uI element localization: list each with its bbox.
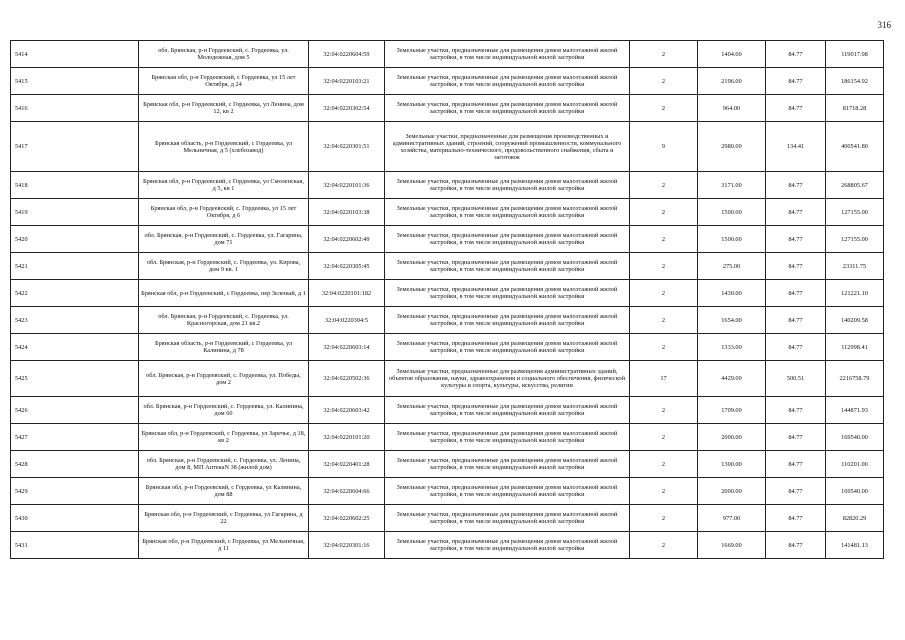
row-number: 5427 [11, 424, 139, 451]
cadastral-number-cell: 32:04:0220502:36 [309, 361, 385, 397]
area-cell: 2196.00 [698, 68, 766, 95]
address-cell: Брянская обл, р-н Гордеевский, с Гордеевка, ул Ленина, дом 12, кв 2 [139, 95, 309, 122]
address-cell: обл. Брянская, р-н Гордеевский, с. Гордеевка, ул. Молодежная, дом 5 [139, 41, 309, 68]
row-number: 5421 [11, 253, 139, 280]
cadastral-number-cell: 32:04:0220603:14 [309, 334, 385, 361]
cadastral-number-cell: 32:04:0220401:28 [309, 451, 385, 478]
specific-value-cell: 84.77 [766, 505, 826, 532]
permitted-use-cell: Земельные участки, предназначенные для размещения домов малоэтажной жилой застройки, в том числе индивидуальной жилой застройки [385, 280, 630, 307]
cadastral-value-cell: 169540.00 [826, 424, 884, 451]
row-number: 5431 [11, 532, 139, 559]
permitted-use-cell: Земельные участки, предназначенные для размещения производственных и административных зданий, строений, сооружений промышленности, коммунального хозяйства, материально-технического, продовольственного снабжения, сбыта и заготовок [385, 122, 630, 172]
address-cell: обл. Брянская, р-н Гордеевский, с. Гордеевка, ул. Кирова, дом 9 кв. 1 [139, 253, 309, 280]
address-cell: Брянская обл, р-н Гордеевский, с Гордеевка, ул Гагарина, д 22 [139, 505, 309, 532]
area-cell: 1709.00 [698, 397, 766, 424]
cadastral-value-cell: 144871.93 [826, 397, 884, 424]
table-row [11, 505, 884, 532]
group-cell: 2 [630, 253, 698, 280]
area-cell: 3171.00 [698, 172, 766, 199]
permitted-use-cell: Земельные участки, предназначенные для размещения административных зданий, объектов образования, науки, здравоохранения и социального обеспечения, физической культуры и спорта, культуры, искусства, религии [385, 361, 630, 397]
group-cell: 2 [630, 307, 698, 334]
area-cell: 1500.00 [698, 226, 766, 253]
permitted-use-cell: Земельные участки, предназначенные для размещения домов малоэтажной жилой застройки, в том числе индивидуальной жилой застройки [385, 532, 630, 559]
group-cell: 2 [630, 424, 698, 451]
permitted-use-cell: Земельные участки, предназначенные для размещения домов малоэтажной жилой застройки, в том числе индивидуальной жилой застройки [385, 172, 630, 199]
address-cell: обл. Брянская, р-н Гордеевский, с. Гордеевка, ул. Калинина, дом 60 [139, 397, 309, 424]
permitted-use-cell: Земельные участки, предназначенные для размещения домов малоэтажной жилой застройки, в том числе индивидуальной жилой застройки [385, 424, 630, 451]
cadastral-number-cell: 32:04:0220305:45 [309, 253, 385, 280]
permitted-use-cell: Земельные участки, предназначенные для размещения домов малоэтажной жилой застройки, в том числе индивидуальной жилой застройки [385, 68, 630, 95]
area-cell: 1333.00 [698, 334, 766, 361]
cadastral-value-cell: 127155.00 [826, 199, 884, 226]
cadastral-value-cell: 127155.00 [826, 226, 884, 253]
specific-value-cell: 84.77 [766, 199, 826, 226]
row-number: 5425 [11, 361, 139, 397]
permitted-use-cell: Земельные участки, предназначенные для размещения домов малоэтажной жилой застройки, в том числе индивидуальной жилой застройки [385, 397, 630, 424]
row-number: 5418 [11, 172, 139, 199]
cadastral-number-cell: 32:04:0220604:59 [309, 41, 385, 68]
cadastral-number-cell: 32:04:0220101:36 [309, 172, 385, 199]
group-cell: 2 [630, 505, 698, 532]
group-cell: 2 [630, 226, 698, 253]
permitted-use-cell: Земельные участки, предназначенные для размещения домов малоэтажной жилой застройки, в том числе индивидуальной жилой застройки [385, 478, 630, 505]
table-row [11, 532, 884, 559]
table-row [11, 361, 884, 397]
group-cell: 2 [630, 451, 698, 478]
address-cell: обл. Брянская, р-н Гордеевский, с. Гордеевка, ул. Гагарина, дом 71 [139, 226, 309, 253]
address-cell: Брянская обл, р-н Гордеевский, с Гордеевка, ул Калинина, дом 88 [139, 478, 309, 505]
cadastral-number-cell: 32:04:0220602:49 [309, 226, 385, 253]
specific-value-cell: 500.51 [766, 361, 826, 397]
table-row [11, 95, 884, 122]
cadastral-value-cell: 121221.10 [826, 280, 884, 307]
table-row [11, 41, 884, 68]
table-row [11, 397, 884, 424]
area-cell: 2000.00 [698, 424, 766, 451]
area-cell: 1654.00 [698, 307, 766, 334]
group-cell: 2 [630, 172, 698, 199]
permitted-use-cell: Земельные участки, предназначенные для размещения домов малоэтажной жилой застройки, в том числе индивидуальной жилой застройки [385, 307, 630, 334]
row-number: 5414 [11, 41, 139, 68]
permitted-use-cell: Земельные участки, предназначенные для размещения домов малоэтажной жилой застройки, в том числе индивидуальной жилой застройки [385, 505, 630, 532]
cadastral-value-cell: 2216758.79 [826, 361, 884, 397]
row-number: 5428 [11, 451, 139, 478]
permitted-use-cell: Земельные участки, предназначенные для размещения домов малоэтажной жилой застройки, в том числе индивидуальной жилой застройки [385, 451, 630, 478]
area-cell: 1669.00 [698, 532, 766, 559]
group-cell: 2 [630, 199, 698, 226]
permitted-use-cell: Земельные участки, предназначенные для размещения домов малоэтажной жилой застройки, в том числе индивидуальной жилой застройки [385, 95, 630, 122]
address-cell: Брянская обл, р-н Гордеевский, с Гордеевка, ул Заречье, д 18, кв 2 [139, 424, 309, 451]
specific-value-cell: 84.77 [766, 451, 826, 478]
cadastral-number-cell: 32:04:0220302:54 [309, 95, 385, 122]
permitted-use-cell: Земельные участки, предназначенные для размещения домов малоэтажной жилой застройки, в том числе индивидуальной жилой застройки [385, 334, 630, 361]
table-row [11, 478, 884, 505]
table-row [11, 122, 884, 172]
cadastral-value-cell: 400541.80 [826, 122, 884, 172]
specific-value-cell: 84.77 [766, 280, 826, 307]
row-number: 5416 [11, 95, 139, 122]
row-number: 5419 [11, 199, 139, 226]
cadastral-number-cell: 32:04:0220101:20 [309, 424, 385, 451]
address-cell: обл. Брянская, р-н Гордеевский, с. Гордеевка, ул. Красногорская, дом 21 кв.2 [139, 307, 309, 334]
group-cell: 2 [630, 41, 698, 68]
cadastral-number-cell: 32:04:0220103:38 [309, 199, 385, 226]
address-cell: Брянская область, р-н Гордеевский, с Гордеевка, ул Мельничная, д 5 (хлебозавод) [139, 122, 309, 172]
row-number: 5417 [11, 122, 139, 172]
cadastral-value-cell: 23311.75 [826, 253, 884, 280]
row-number: 5430 [11, 505, 139, 532]
group-cell: 2 [630, 532, 698, 559]
cadastral-value-cell: 82820.29 [826, 505, 884, 532]
row-number: 5422 [11, 280, 139, 307]
table-row [11, 307, 884, 334]
address-cell: обл. Брянская, р-н Гордеевский, с. Гордеевка, ул. Победы, дом 2 [139, 361, 309, 397]
specific-value-cell: 84.77 [766, 397, 826, 424]
group-cell: 2 [630, 280, 698, 307]
cadastral-number-cell: 32:04:0220301:16 [309, 532, 385, 559]
group-cell: 17 [630, 361, 698, 397]
cadastral-value-cell: 140209.58 [826, 307, 884, 334]
group-cell: 2 [630, 68, 698, 95]
specific-value-cell: 84.77 [766, 172, 826, 199]
group-cell: 2 [630, 334, 698, 361]
permitted-use-cell: Земельные участки, предназначенные для размещения домов малоэтажной жилой застройки, в том числе индивидуальной жилой застройки [385, 199, 630, 226]
area-cell: 275.00 [698, 253, 766, 280]
area-cell: 1430.00 [698, 280, 766, 307]
row-number: 5415 [11, 68, 139, 95]
permitted-use-cell: Земельные участки, предназначенные для размещения домов малоэтажной жилой застройки, в том числе индивидуальной жилой застройки [385, 253, 630, 280]
group-cell: 2 [630, 397, 698, 424]
group-cell: 9 [630, 122, 698, 172]
cadastral-value-cell: 186154.92 [826, 68, 884, 95]
row-number: 5426 [11, 397, 139, 424]
area-cell: 1300.00 [698, 451, 766, 478]
area-cell: 1404.00 [698, 41, 766, 68]
specific-value-cell: 84.77 [766, 68, 826, 95]
specific-value-cell: 84.77 [766, 307, 826, 334]
address-cell: Брянская обл, р-н Гордеевский, с Гордеевка, ул Смоленская, д 5, кв 1 [139, 172, 309, 199]
group-cell: 2 [630, 478, 698, 505]
specific-value-cell: 84.77 [766, 532, 826, 559]
address-cell: Брянская обл, р-н Гордеевский, с Гордеевка, ул Мельничная, д 11 [139, 532, 309, 559]
specific-value-cell: 134.41 [766, 122, 826, 172]
specific-value-cell: 84.77 [766, 226, 826, 253]
row-number: 5420 [11, 226, 139, 253]
table-row [11, 68, 884, 95]
specific-value-cell: 84.77 [766, 41, 826, 68]
cadastral-number-cell: 32:04:0220301:51 [309, 122, 385, 172]
specific-value-cell: 84.77 [766, 253, 826, 280]
cadastral-number-cell: 32:04:0220103:21 [309, 68, 385, 95]
permitted-use-cell: Земельные участки, предназначенные для размещения домов малоэтажной жилой застройки, в том числе индивидуальной жилой застройки [385, 41, 630, 68]
cadastral-value-cell: 110201.00 [826, 451, 884, 478]
cadastral-number-cell: 32:04:0220604:66 [309, 478, 385, 505]
cadastral-number-cell: 32:04:0220304:5 [309, 307, 385, 334]
specific-value-cell: 84.77 [766, 478, 826, 505]
cadastral-value-cell: 112998.41 [826, 334, 884, 361]
table-row [11, 253, 884, 280]
area-cell: 4429.00 [698, 361, 766, 397]
cadastral-number-cell: 32:04:0220603:42 [309, 397, 385, 424]
cadastral-value-cell: 141481.13 [826, 532, 884, 559]
area-cell: 2000.00 [698, 478, 766, 505]
cadastral-value-cell: 119017.08 [826, 41, 884, 68]
cadastral-number-cell: 32:04:0220101:182 [309, 280, 385, 307]
address-cell: обл. Брянская, р-н Гордеевский, с. Гордеевка, ул. Ленина, дом 8, МП АптекаN 38 (жилой дом) [139, 451, 309, 478]
table-row [11, 451, 884, 478]
specific-value-cell: 84.77 [766, 95, 826, 122]
area-cell: 1500.00 [698, 199, 766, 226]
permitted-use-cell: Земельные участки, предназначенные для размещения домов малоэтажной жилой застройки, в том числе индивидуальной жилой застройки [385, 226, 630, 253]
row-number: 5429 [11, 478, 139, 505]
address-cell: Брянская обл, р-н Гордеевский, с. Гордеевка, ул 15 лет Октября, д 6 [139, 199, 309, 226]
specific-value-cell: 84.77 [766, 334, 826, 361]
cadastral-value-table [10, 40, 884, 559]
cadastral-value-cell: 169540.00 [826, 478, 884, 505]
cadastral-number-cell: 32:04:0220602:25 [309, 505, 385, 532]
group-cell: 2 [630, 95, 698, 122]
cadastral-value-cell: 81718.28 [826, 95, 884, 122]
table-row [11, 334, 884, 361]
table-row [11, 280, 884, 307]
table-row [11, 424, 884, 451]
address-cell: Брянская обл, р-н Гордеевский, с Гордеевка, пер Зеленый, д 1 [139, 280, 309, 307]
area-cell: 977.00 [698, 505, 766, 532]
area-cell: 2980.00 [698, 122, 766, 172]
table-row [11, 199, 884, 226]
row-number: 5423 [11, 307, 139, 334]
specific-value-cell: 84.77 [766, 424, 826, 451]
page-number: 316 [877, 20, 891, 30]
area-cell: 964.00 [698, 95, 766, 122]
row-number: 5424 [11, 334, 139, 361]
address-cell: Брянская обл, р-н Гордеевский, с Гордеевка, ул 15 лет Октября, д 24 [139, 68, 309, 95]
address-cell: Брянская область, р-н Гордеевский, с Гордеевка, ул Калинина, д 78 [139, 334, 309, 361]
cadastral-value-cell: 268805.67 [826, 172, 884, 199]
table-row [11, 226, 884, 253]
table-row [11, 172, 884, 199]
